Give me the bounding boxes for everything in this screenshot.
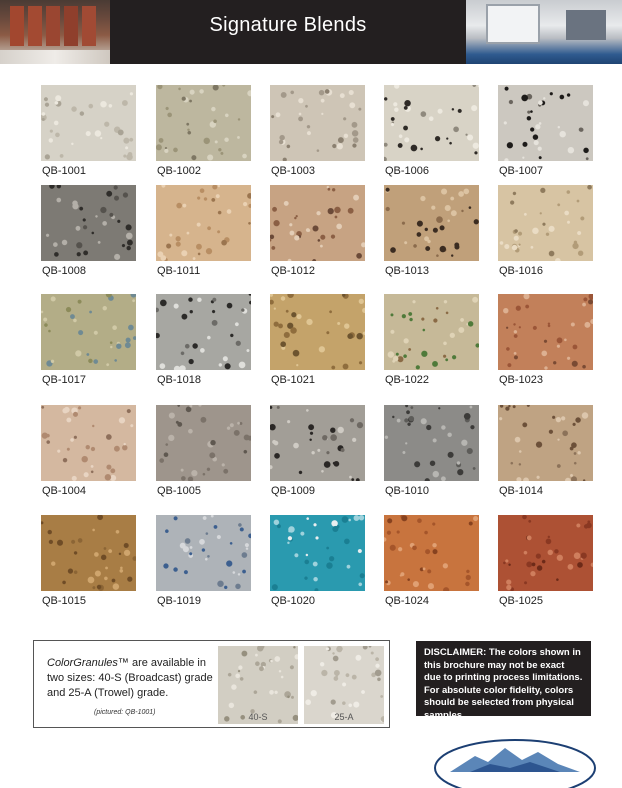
- grade-sample-label: 25-A: [334, 712, 354, 722]
- swatch-code: QB-1008: [42, 265, 87, 277]
- grade-sample-1: [304, 646, 384, 724]
- swatch-qb-1006: [384, 85, 479, 161]
- swatch-code: QB-1013: [385, 265, 430, 277]
- header-banner: [0, 0, 622, 64]
- swatch-code: QB-1009: [271, 485, 316, 497]
- info-body: are available in two sizes: 40-S (Broadcast) grade and 25-A (Trowel) grade.: [47, 657, 213, 699]
- swatch-code: QB-1021: [271, 374, 316, 386]
- swatch-qb-1013: [384, 185, 479, 261]
- swatch-qb-1012: [270, 185, 365, 261]
- swatch-qb-1004: [41, 405, 136, 481]
- swatch-qb-1002: [156, 85, 251, 161]
- swatch-code: QB-1006: [385, 165, 430, 177]
- swatch-qb-1011: [156, 185, 251, 261]
- swatch-qb-1003: [270, 85, 365, 161]
- swatch-code: QB-1010: [385, 485, 430, 497]
- disclaimer-label: DISCLAIMER:: [424, 647, 487, 658]
- swatch-code: QB-1014: [499, 485, 544, 497]
- disclaimer-box: [416, 641, 591, 721]
- swatch-qb-1024: [384, 515, 479, 591]
- swatch-qb-1009: [270, 405, 365, 481]
- disclaimer-text: The colors shown in this brochure may not be exact due to printing process limitations. For absolute color fidelity, colors should be selected from physical samples.: [424, 647, 583, 721]
- swatch-code: QB-1024: [385, 595, 430, 607]
- swatch-code: QB-1011: [157, 265, 201, 277]
- swatch-code: QB-1002: [157, 165, 202, 177]
- swatch-qb-1020: [270, 515, 365, 591]
- swatch-code: QB-1019: [157, 595, 202, 607]
- swatch-code: QB-1012: [271, 265, 316, 277]
- swatch-code: QB-1001: [42, 165, 87, 177]
- swatch-code: QB-1004: [42, 485, 87, 497]
- swatch-qb-1023: [498, 294, 593, 370]
- swatch-qb-1019: [156, 515, 251, 591]
- swatch-qb-1014: [498, 405, 593, 481]
- swatch-qb-1021: [270, 294, 365, 370]
- swatch-qb-1017: [41, 294, 136, 370]
- swatch-qb-1007: [498, 85, 593, 161]
- info-brand: ColorGranules: [47, 657, 118, 669]
- swatch-qb-1015: [41, 515, 136, 591]
- page-title: Signature Blends: [209, 14, 367, 36]
- swatch-code: QB-1016: [499, 265, 544, 277]
- header-photo-right: [466, 0, 622, 64]
- swatch-code: QB-1007: [499, 165, 544, 177]
- swatch-qb-1018: [156, 294, 251, 370]
- swatch-qb-1010: [384, 405, 479, 481]
- swatch-qb-1001: [41, 85, 136, 161]
- grade-sample-label: 40-S: [248, 712, 268, 722]
- swatch-code: QB-1023: [499, 374, 544, 386]
- company-logo: [430, 738, 600, 788]
- swatch-code: QB-1005: [157, 485, 202, 497]
- info-tm: ™: [117, 657, 129, 669]
- swatch-code: QB-1025: [499, 595, 544, 607]
- swatch-code: QB-1020: [271, 595, 316, 607]
- swatch-code: QB-1022: [385, 374, 430, 386]
- header-photo-left: [0, 0, 110, 64]
- swatch-qb-1025: [498, 515, 593, 591]
- swatch-qb-1016: [498, 185, 593, 261]
- swatch-code: QB-1003: [271, 165, 316, 177]
- info-box: [33, 640, 390, 728]
- swatch-code: QB-1018: [157, 374, 202, 386]
- grade-sample-0: [218, 646, 298, 724]
- info-text: [47, 656, 217, 701]
- swatch-code: QB-1017: [42, 374, 87, 386]
- swatch-code: QB-1015: [42, 595, 87, 607]
- header-title-bar: [110, 0, 466, 64]
- swatch-qb-1008: [41, 185, 136, 261]
- info-pictured: (pictured: QB-1001): [94, 709, 156, 716]
- swatch-qb-1005: [156, 405, 251, 481]
- swatch-qb-1022: [384, 294, 479, 370]
